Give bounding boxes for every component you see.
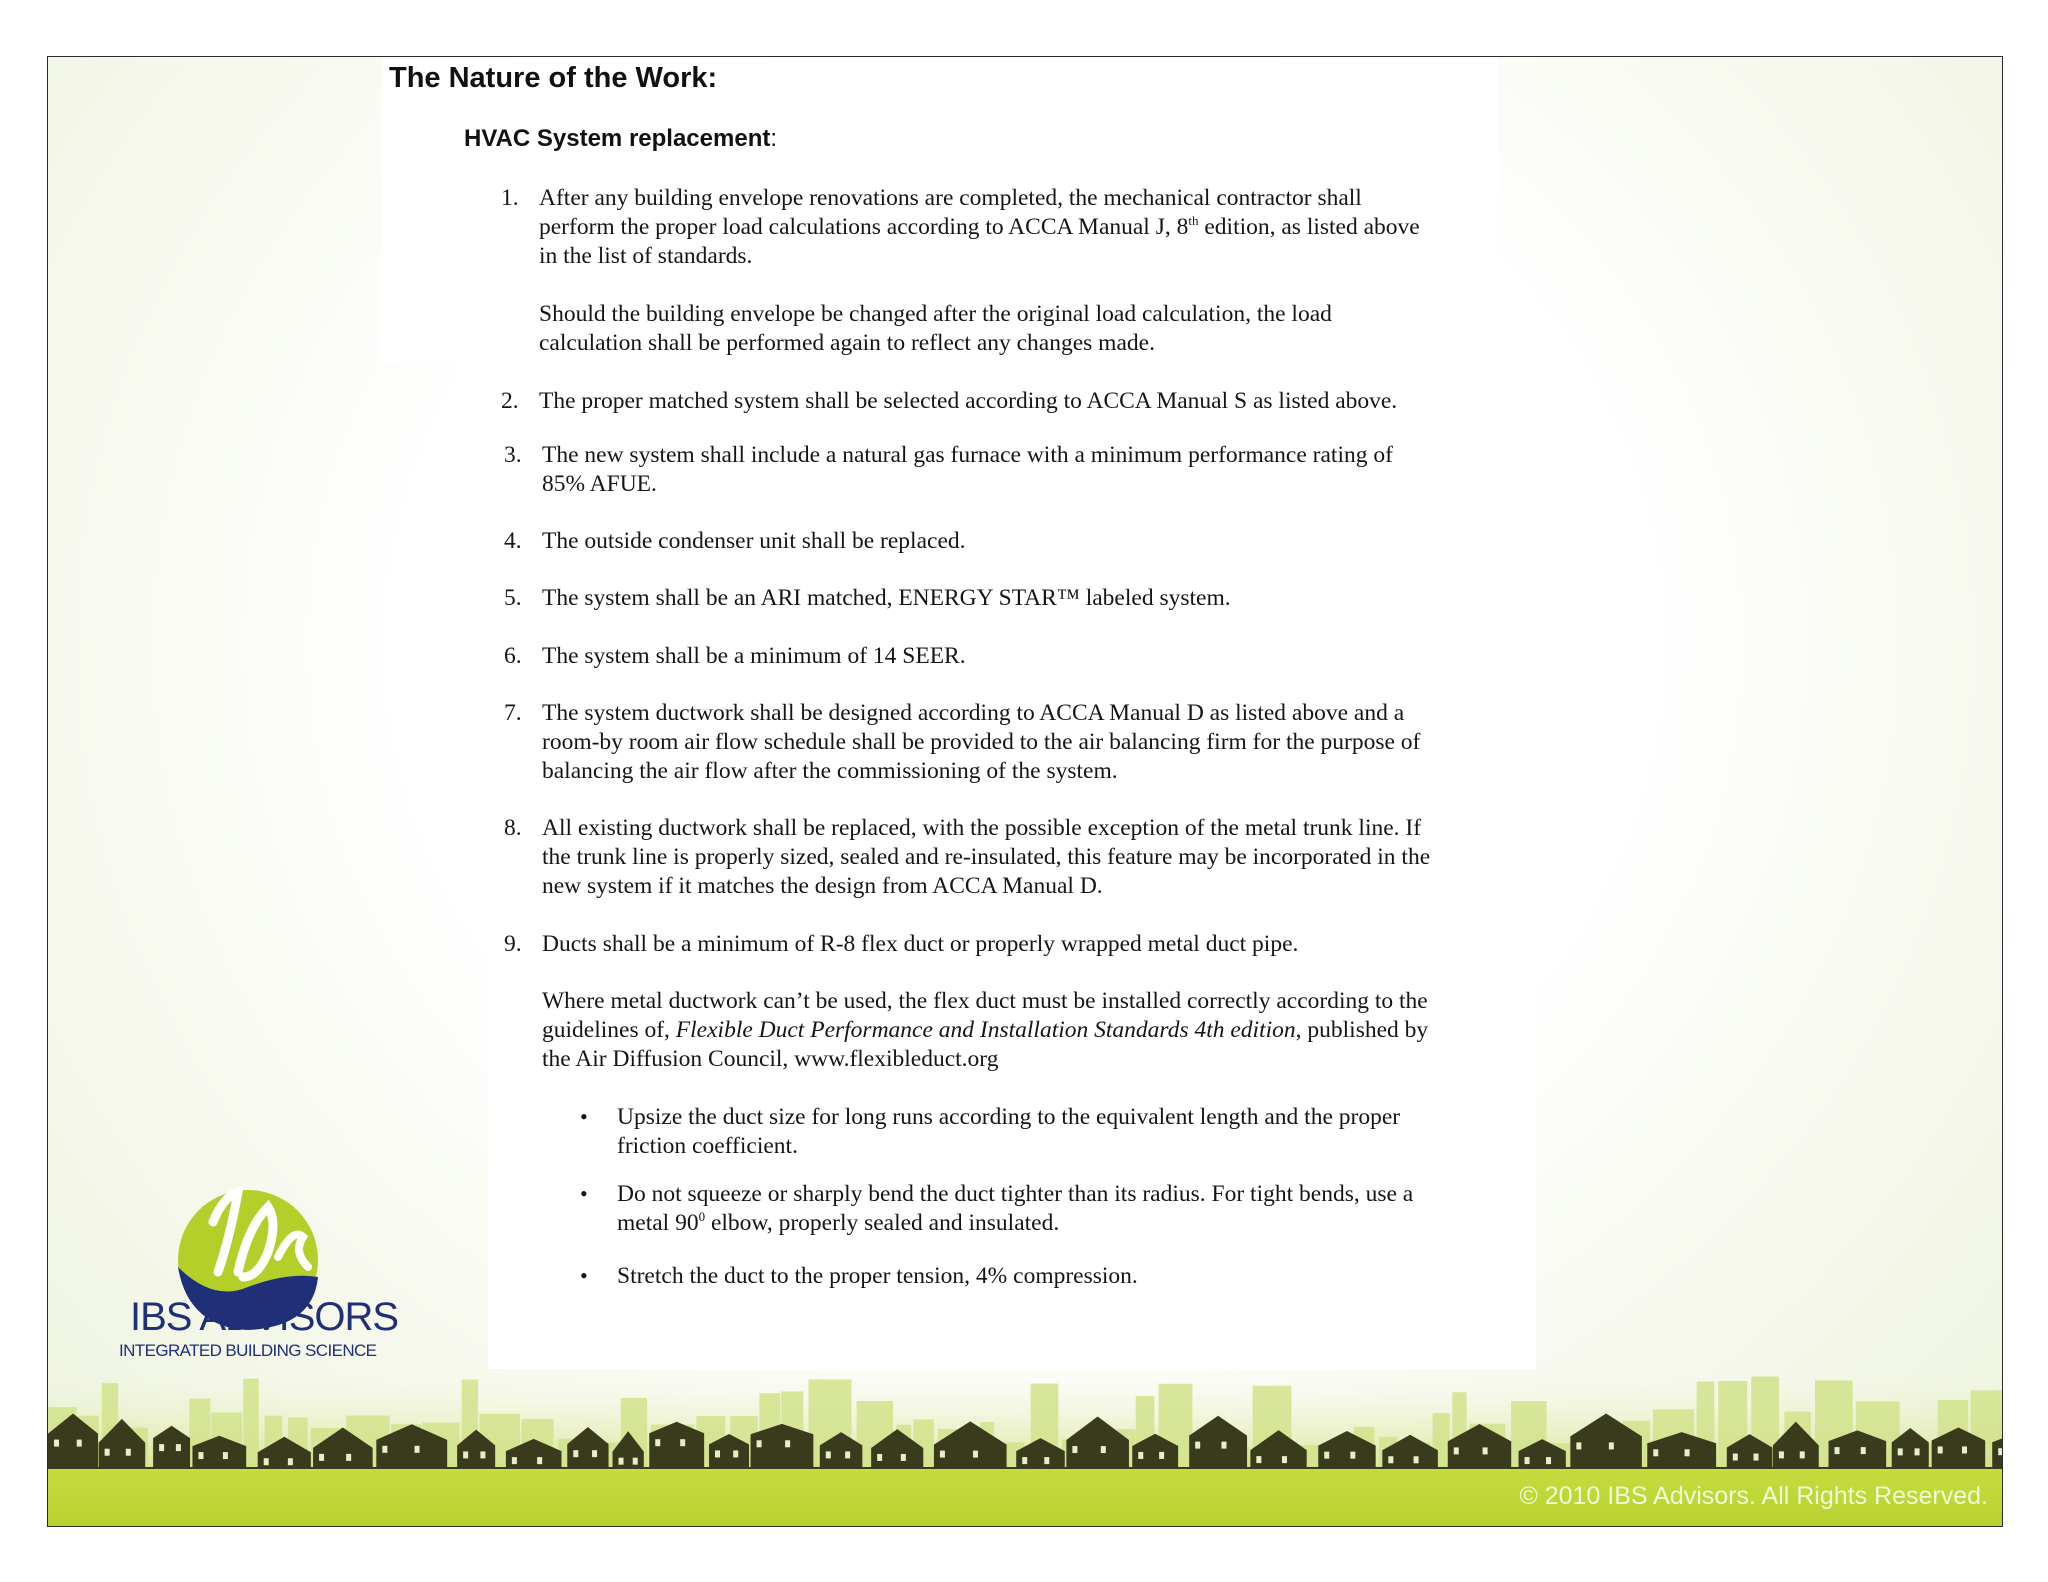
list-paragraph: Should the building envelope be changed after the original load calculation, the load calculation shall be performed again to reflect any changes made.	[539, 301, 1332, 356]
copyright-text: © 2010 IBS Advisors. All Rights Reserved.	[1519, 1482, 1988, 1510]
list-paragraph: Where metal ductwork can’t be used, the flex duct must be installed correctly according to the guidelines of, Flexible Duct Performance and Installation Standards 4th edition, published by the Air Diffusion Council, www.flexibleduct.org	[542, 988, 1429, 1072]
brand-name: IBS ADVISORS	[130, 1295, 399, 1339]
section-heading: HVAC System replacement:	[464, 125, 778, 152]
document-content: The Nature of the Work: HVAC System replacement: 1. After any building envelope renovations are completed, the mechanical contractor shall perform the proper load calculations according to ACCA Manual J, 8th edition, as listed above in the list of standards. Should the building envelope be changed after the original load calculation, the load calculation shall be performed again to reflect any changes made. 2. The proper matched system shall be selected according to ACCA Manual S as listed above. 3. The new system shall include a natural gas furnace with a minimum performance rating of 85% AFUE. 4. The outside condenser unit shall be replaced. 5. The system shall be an ARI matched, ENERGY STAR™ labeled system. 6. The system shall be a minimum of 14 SEER. 7. The system ductwork shall be designed according to ACCA Manual D as listed above and a room-by room air flow schedule shall be provided to the air balancing firm for the purpose of balancing the air flow after the commissioning of the system. 8. All existing ductwork shall be replaced, with the possible exception of the metal trunk line. If the trunk line is properly sized, sealed and re-insulated, this feature may be incorporated in the new system if it matches the design from ACCA Manual D. 9. Ducts shall be a minimum of R-8 flex duct or properly wrapped metal duct pipe. Where metal ductwork can’t be used, the flex duct must be installed correctly according to the guidelines of, Flexible Duct Performance and Installation Standards 4th edition, published by the Air Diffusion Council, www.flexibleduct.org • Upsize the duct size for long runs according to the equivalent length and the proper friction coefficient. • Do not squeeze or sharply bend the duct tighter than its radius. For tight bends, use a metal $90^0$ elbow, properly sealed and insulated. • Stretch the duct to the proper tension, 4% compression.	[389, 62, 1431, 1289]
page-title: The Nature of the Work:	[389, 62, 718, 94]
slide	[47, 56, 2003, 1527]
brand-tagline: INTEGRATED BUILDING SCIENCE	[119, 1341, 377, 1360]
